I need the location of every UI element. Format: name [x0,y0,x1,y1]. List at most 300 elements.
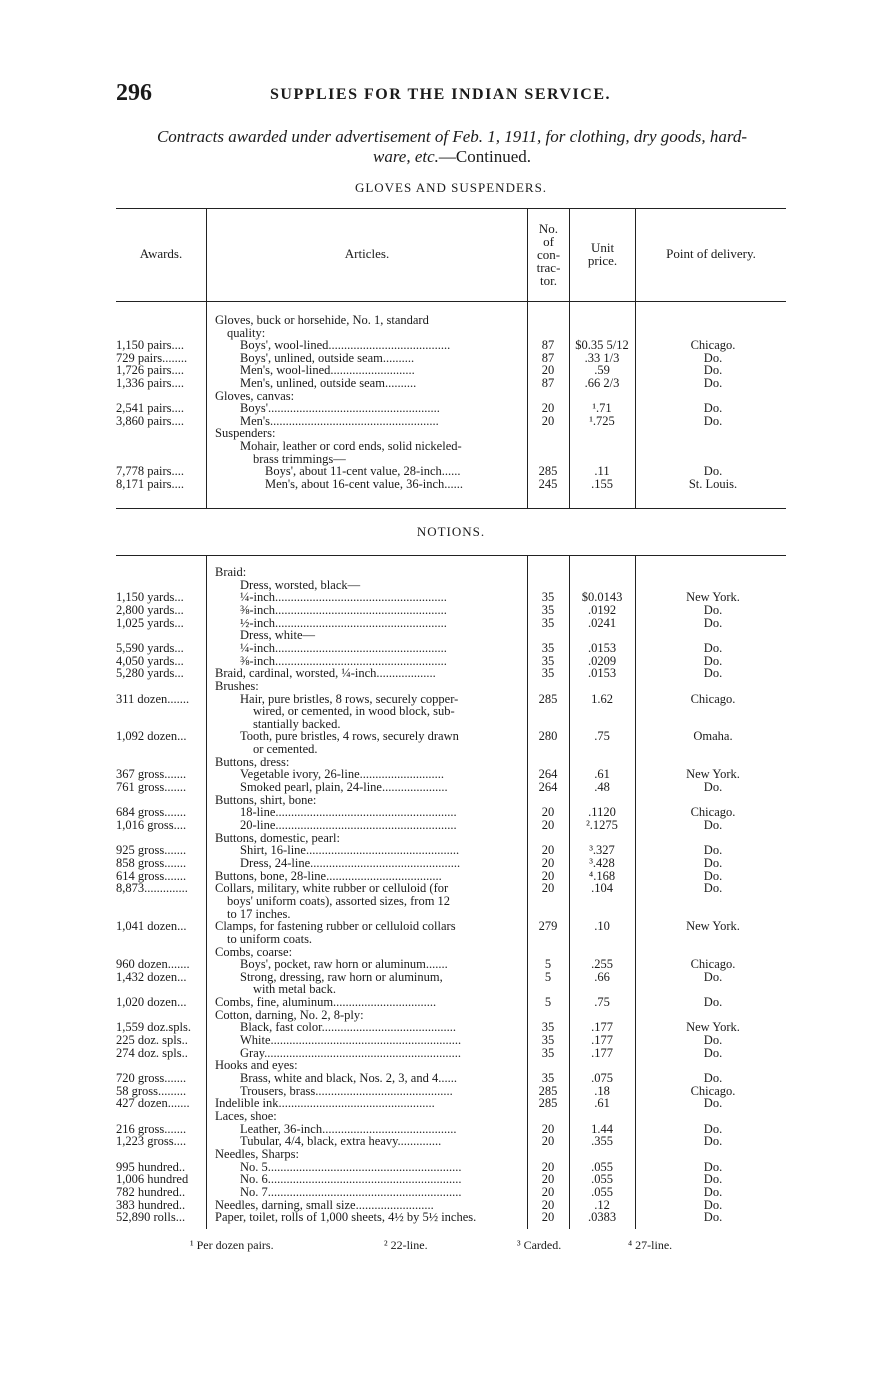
table-rule [116,208,786,209]
article-cell: Black, fast color........................................... [240,1021,456,1035]
delivery-cell: New York. [686,919,740,934]
award-cell: 1,092 dozen... [116,730,187,744]
table-row [116,390,786,403]
article-cell: Braid, cardinal, worsted, ¼-inch................... [215,667,436,681]
article-cell: Hair, pure bristles, 8 rows, securely copper- [240,692,459,706]
contractor-cell: 245 [538,476,558,491]
award-cell: 311 dozen....... [116,692,190,706]
award-cell: 216 gross....... [116,1122,187,1136]
award-cell: 858 gross....... [116,856,187,870]
article-cell: Tooth, pure bristles, 4 rows, securely drawn [240,730,459,744]
delivery-cell: Do. [703,818,723,832]
article-cell: Gray............................................................... [240,1046,462,1060]
contractor-cell: 20 [541,1197,555,1212]
delivery-cell: Do. [703,1159,723,1174]
contractor-cell: 285 [538,691,558,706]
price-cell: .0153 [587,666,617,681]
contractor-cell: 35 [541,1033,555,1048]
award-cell: 1,150 pairs.... [116,339,185,353]
article-cell: Brass, white and black, Nos. 2, 3, and 4...... [240,1072,457,1085]
price-cell: 1.44 [591,1121,613,1136]
table-row [116,327,786,340]
table-row [116,465,786,478]
contractor-cell: 20 [541,1184,555,1199]
price-cell: .0209 [587,653,617,668]
article-cell: Buttons, shirt, bone: [215,793,317,807]
article-cell: Needles, Sharps: [215,1147,300,1161]
page-number: 296 [116,80,152,106]
table-row [116,364,786,377]
contractor-cell: 20 [541,1121,555,1136]
delivery-cell: Do. [703,1184,723,1199]
table-row [116,1135,786,1148]
contractor-cell: 20 [541,1159,555,1174]
price-cell: ².1275 [586,818,618,832]
table-row [116,693,786,706]
table-row [116,1097,786,1110]
award-cell: 5,280 yards... [116,667,184,681]
table-row [116,1148,786,1161]
delivery-cell: Do. [703,464,723,479]
table-row [116,655,786,668]
table-row [116,1199,786,1212]
article-cell: to uniform coats. [227,932,313,946]
header-contractor-line: trac- [536,260,561,275]
article-cell: Clamps, for fastening rubber or celluloid collars [215,920,456,934]
article-cell: No. 5.............................................................. [240,1160,462,1174]
header-contractor-line: No. [538,221,559,236]
delivery-cell: Chicago. [690,957,736,972]
table-row [116,402,786,415]
caption-line-1: Contracts awarded under advertisement of Feb. 1, 1911, for clothing, dry goods, hard- [156,127,748,146]
award-cell: 2,800 yards... [116,603,184,617]
article-cell: Hooks and eyes: [215,1059,298,1073]
table-row [116,566,786,579]
table-row [116,882,786,895]
footnote-1: ¹ Per dozen pairs. [190,1238,274,1252]
price-cell: .75 [594,995,610,1010]
price-cell: .0192 [587,602,617,617]
delivery-cell: Do. [703,780,723,795]
table-row [116,1047,786,1060]
delivery-cell: Do. [703,1172,723,1187]
table-row [116,946,786,959]
contractor-cell: 285 [538,1083,558,1098]
article-cell: brass trimmings— [253,452,346,466]
contractor-cell: 35 [541,590,555,605]
delivery-cell: Do. [703,653,723,668]
award-cell: 8,171 pairs.... [116,477,185,491]
contractor-cell: 20 [541,1134,555,1149]
price-cell: .155 [591,476,613,491]
contractor-cell: 5 [544,957,552,972]
award-cell: 1,432 dozen... [116,970,187,984]
table-row [116,1186,786,1199]
header-price-line: price. [587,253,618,268]
table-row [116,604,786,617]
table-row [116,730,786,743]
table-row [116,1173,786,1186]
table-row [116,844,786,857]
award-cell: 614 gross....... [116,869,187,883]
header-rule [116,301,786,302]
table-row [116,1211,786,1224]
article-cell: Laces, shoe: [215,1109,277,1123]
article-cell: ½-inch....................................................... [240,616,447,630]
price-cell: .75 [594,729,610,744]
contractor-cell: 35 [541,1045,555,1060]
footnote-3: ³ Carded. [517,1238,562,1252]
delivery-cell: Chicago. [690,691,736,706]
delivery-cell: New York. [686,590,740,605]
contractor-cell: 35 [541,1020,555,1035]
delivery-cell: New York. [686,1020,740,1035]
table-row [116,781,786,794]
price-cell: .177 [591,1045,613,1060]
award-cell: 995 hundred.. [116,1160,186,1174]
price-cell: $0.0143 [581,590,623,605]
header-price-line: Unit [590,240,615,255]
article-cell: Men's, unlined, outside seam.......... [240,377,417,390]
award-cell: 274 doz. spls.. [116,1046,188,1060]
contractor-cell: 87 [541,376,555,390]
delivery-cell: Do. [703,376,723,390]
article-cell: Brushes: [215,679,259,693]
award-cell: 7,778 pairs.... [116,465,185,479]
delivery-cell: Do. [703,995,723,1010]
table-row [116,377,786,390]
article-cell: Paper, toilet, rolls of 1,000 sheets, 4½ by 5½ inches. [215,1211,477,1225]
delivery-cell: Do. [703,855,723,870]
header-contractor-line: tor. [540,273,557,288]
price-cell: .10 [594,919,610,934]
article-cell: Buttons, bone, 28-line..................................... [215,869,442,883]
article-cell: ⅜-inch....................................................... [240,654,447,668]
table-row [116,895,786,908]
award-cell: 367 gross....... [116,768,187,782]
price-cell: .11 [594,464,610,479]
table-rule [116,508,786,509]
delivery-cell: Do. [703,1045,723,1060]
table-row [116,832,786,845]
award-cell: 1,016 gross.... [116,819,187,832]
price-cell: ⁴.168 [588,868,616,883]
contractor-cell: 20 [541,843,555,858]
article-cell: Needles, darning, small size......................... [215,1198,434,1212]
table-row [116,642,786,655]
award-cell: 1,150 yards... [116,591,184,605]
table-row [116,339,786,352]
article-cell: stantially backed. [253,717,341,731]
award-cell: 720 gross....... [116,1072,187,1085]
contractor-cell: 20 [541,818,555,832]
award-cell: 2,541 pairs.... [116,402,185,416]
price-cell: 1.62 [591,691,613,706]
contractor-cell: 280 [538,729,558,744]
article-cell: Dress, white— [240,629,315,643]
contractor-cell: 20 [541,868,555,883]
article-cell: ¼-inch....................................................... [240,641,447,655]
price-cell: .61 [594,1096,610,1111]
price-cell: .0241 [587,615,617,630]
delivery-cell: Do. [703,868,723,883]
price-cell: .61 [594,767,610,782]
article-cell: Shirt, 16-line................................................. [240,844,460,858]
article-cell: Cotton, darning, No. 2, 8-ply: [215,1008,364,1022]
price-cell: .177 [591,1020,613,1035]
delivery-cell: Do. [703,1096,723,1111]
contractor-cell: 20 [541,805,555,820]
article-cell: quality: [227,326,266,340]
price-cell: .104 [591,881,613,896]
price-cell: .055 [591,1172,613,1187]
delivery-cell: New York. [686,767,740,782]
price-cell: .59 [594,363,610,378]
article-cell: Gloves, buck or horsehide, No. 1, standard [215,314,429,327]
table-caption [116,127,788,167]
contractor-cell: 20 [541,413,555,428]
award-cell: 1,025 yards... [116,616,184,630]
contractor-cell: 5 [544,969,552,984]
price-cell: ¹.71 [592,401,612,416]
article-cell: wired, or cemented, in wood block, sub- [253,705,455,719]
table-row [116,1085,786,1098]
article-cell: Suspenders: [215,427,276,441]
article-cell: White............................................................. [240,1034,462,1048]
article-cell: Boys', wool-lined....................................... [240,339,451,353]
table-row [116,806,786,819]
award-cell: 1,006 hundred [116,1173,189,1187]
contractor-cell: 35 [541,640,555,655]
award-cell: 1,559 doz.spls. [116,1021,191,1035]
article-cell: No. 7.............................................................. [240,1185,462,1199]
header-articles: Articles. [344,246,390,261]
delivery-cell: Chicago. [690,805,736,820]
award-cell: 58 gross......... [116,1084,187,1098]
article-cell: boys' uniform coats), assorted sizes, from 12 [227,894,451,908]
table-row [116,680,786,693]
article-cell: Boys', pocket, raw horn or aluminum....... [240,958,448,972]
award-cell: 1,223 gross.... [116,1135,187,1149]
article-cell: Dress, worsted, black— [240,578,361,592]
article-cell: to 17 inches. [227,907,291,921]
award-cell: 4,050 yards... [116,654,184,668]
article-cell: Buttons, dress: [215,755,290,769]
table-row [116,768,786,781]
table-row [116,427,786,440]
contractor-cell: 20 [541,1172,555,1187]
contractor-cell: 87 [541,338,555,353]
article-cell: Tubular, 4/4, black, extra heavy.............. [240,1135,442,1149]
award-cell: 1,336 pairs.... [116,377,185,390]
article-cell: Buttons, domestic, pearl: [215,831,340,845]
contractor-cell: 87 [541,350,555,365]
contractor-cell: 264 [538,767,558,782]
contractor-cell: 35 [541,602,555,617]
article-cell: Dress, 24-line................................................ [240,856,461,870]
delivery-cell: Do. [703,1134,723,1149]
contractor-cell: 35 [541,615,555,630]
award-cell: 383 hundred.. [116,1198,186,1212]
table-row [116,743,786,756]
price-cell: .075 [591,1071,613,1085]
table-row [116,314,786,327]
contractor-cell: 5 [544,995,552,1010]
price-cell: .48 [594,780,610,795]
table-row [116,971,786,984]
table-row [116,705,786,718]
header-contractor [528,222,569,287]
article-cell: Men's, wool-lined........................... [240,364,415,378]
award-cell: 427 dozen....... [116,1097,190,1111]
table-row [116,352,786,365]
article-cell: with metal back. [253,983,336,997]
header-price [570,241,635,267]
delivery-cell: Omaha. [693,729,733,744]
delivery-cell: Do. [703,615,723,630]
table-row [116,718,786,731]
award-cell: 1,726 pairs.... [116,364,185,378]
delivery-cell: Chicago. [690,1083,736,1098]
article-cell: Men's, about 16-cent value, 36-inch...... [265,477,464,491]
delivery-cell: Do. [703,1071,723,1085]
contractor-cell: 20 [541,1210,555,1225]
delivery-cell: Do. [703,843,723,858]
article-cell: Men's...................................................... [240,414,439,428]
table-row [116,1110,786,1123]
table-row [116,591,786,604]
running-head: SUPPLIES FOR THE INDIAN SERVICE. [270,86,611,103]
table-rule [116,555,786,556]
contractor-cell: 35 [541,653,555,668]
article-cell: Trousers, brass............................................ [240,1084,453,1098]
article-cell: Boys', unlined, outside seam.......... [240,351,415,365]
table-row [116,478,786,491]
table-row [116,1034,786,1047]
contractor-cell: 285 [538,464,558,479]
article-cell: Combs, coarse: [215,945,293,959]
award-cell: 1,020 dozen... [116,996,187,1010]
delivery-cell: Do. [703,363,723,378]
price-cell: .66 2/3 [584,376,620,390]
footnote-4: ⁴ 27-line. [628,1238,673,1252]
article-cell: Vegetable ivory, 26-line........................... [240,768,445,782]
contractor-cell: 35 [541,1071,555,1085]
award-cell: 925 gross....... [116,844,187,858]
delivery-cell: St. Louis. [688,476,738,491]
delivery-cell: Do. [703,1121,723,1136]
delivery-cell: Do. [703,640,723,655]
price-cell: .18 [594,1083,610,1098]
price-cell: .355 [591,1134,613,1149]
table-row [116,794,786,807]
article-cell: 20-line.......................................................... [240,819,457,832]
price-cell: .33 1/3 [584,350,620,365]
price-cell: ³.327 [589,843,615,858]
price-cell: .177 [591,1033,613,1048]
contractor-cell: 285 [538,1096,558,1111]
footnote-2: ² 22-line. [384,1238,428,1252]
article-cell: Strong, dressing, raw horn or aluminum, [240,970,443,984]
price-cell: .66 [594,969,610,984]
award-cell: 5,590 yards... [116,641,184,655]
table-row [116,870,786,883]
delivery-cell: Do. [703,1210,723,1225]
price-cell: .12 [594,1197,610,1212]
contractor-cell: 20 [541,855,555,870]
table-row [116,1123,786,1136]
section-title-gloves: GLOVES AND SUSPENDERS. [354,180,548,195]
article-cell: Collars, military, white rubber or celluloid (for [215,882,449,896]
award-cell: 684 gross....... [116,806,187,820]
header-delivery: Point of delivery. [666,246,756,261]
table-row [116,415,786,428]
table-row [116,958,786,971]
article-cell: Boys', about 11-cent value, 28-inch...... [265,465,461,479]
section-title-notions: NOTIONS. [416,524,486,539]
table-row [116,920,786,933]
article-cell: ⅜-inch....................................................... [240,603,447,617]
price-cell: .055 [591,1184,613,1199]
article-cell: Boys'....................................................... [240,402,440,416]
table-row [116,857,786,870]
award-cell: 52,890 rolls... [116,1211,186,1225]
caption-line-2-rest: —Continued. [438,147,532,166]
contractor-cell: 20 [541,401,555,416]
table-row [116,933,786,946]
contractor-cell: 264 [538,780,558,795]
article-cell: Smoked pearl, plain, 24-line..................... [240,781,448,795]
price-cell: .0383 [587,1210,617,1225]
price-cell: ³.428 [589,855,615,870]
caption-line-2 [116,147,788,167]
price-cell: $0.35 5/12 [575,338,629,353]
article-cell: Combs, fine, aluminum................................. [215,996,437,1010]
price-cell: .255 [591,957,613,972]
table-row [116,996,786,1009]
award-cell: 761 gross....... [116,781,187,795]
award-cell: 3,860 pairs.... [116,414,185,428]
article-cell: 18-line.......................................................... [240,806,457,820]
contractor-cell: 35 [541,666,555,681]
delivery-cell: Do. [703,1197,723,1212]
table-row [116,1072,786,1085]
award-cell: 225 doz. spls.. [116,1034,188,1048]
contractor-cell: 20 [541,881,555,896]
table-row [116,983,786,996]
table-row [116,453,786,466]
article-cell: No. 6.............................................................. [240,1173,462,1187]
delivery-cell: Do. [703,969,723,984]
award-cell: 8,873.............. [116,882,188,896]
article-cell: Indelible ink.................................................. [215,1097,435,1111]
table-row [116,440,786,453]
delivery-cell: Do. [703,413,723,428]
table-row [116,617,786,630]
header-awards: Awards. [139,246,183,261]
article-cell: Gloves, canvas: [215,389,295,403]
table-row [116,819,786,832]
delivery-cell: Do. [703,666,723,681]
delivery-cell: Do. [703,1033,723,1048]
price-cell: .1120 [588,805,616,820]
article-cell: Mohair, leather or cord ends, solid nickeled- [240,440,462,453]
award-cell: 1,041 dozen... [116,920,187,934]
table-row [116,1021,786,1034]
header-contractor-line: of [543,234,554,249]
delivery-cell: Do. [703,350,723,365]
table-row [116,667,786,680]
